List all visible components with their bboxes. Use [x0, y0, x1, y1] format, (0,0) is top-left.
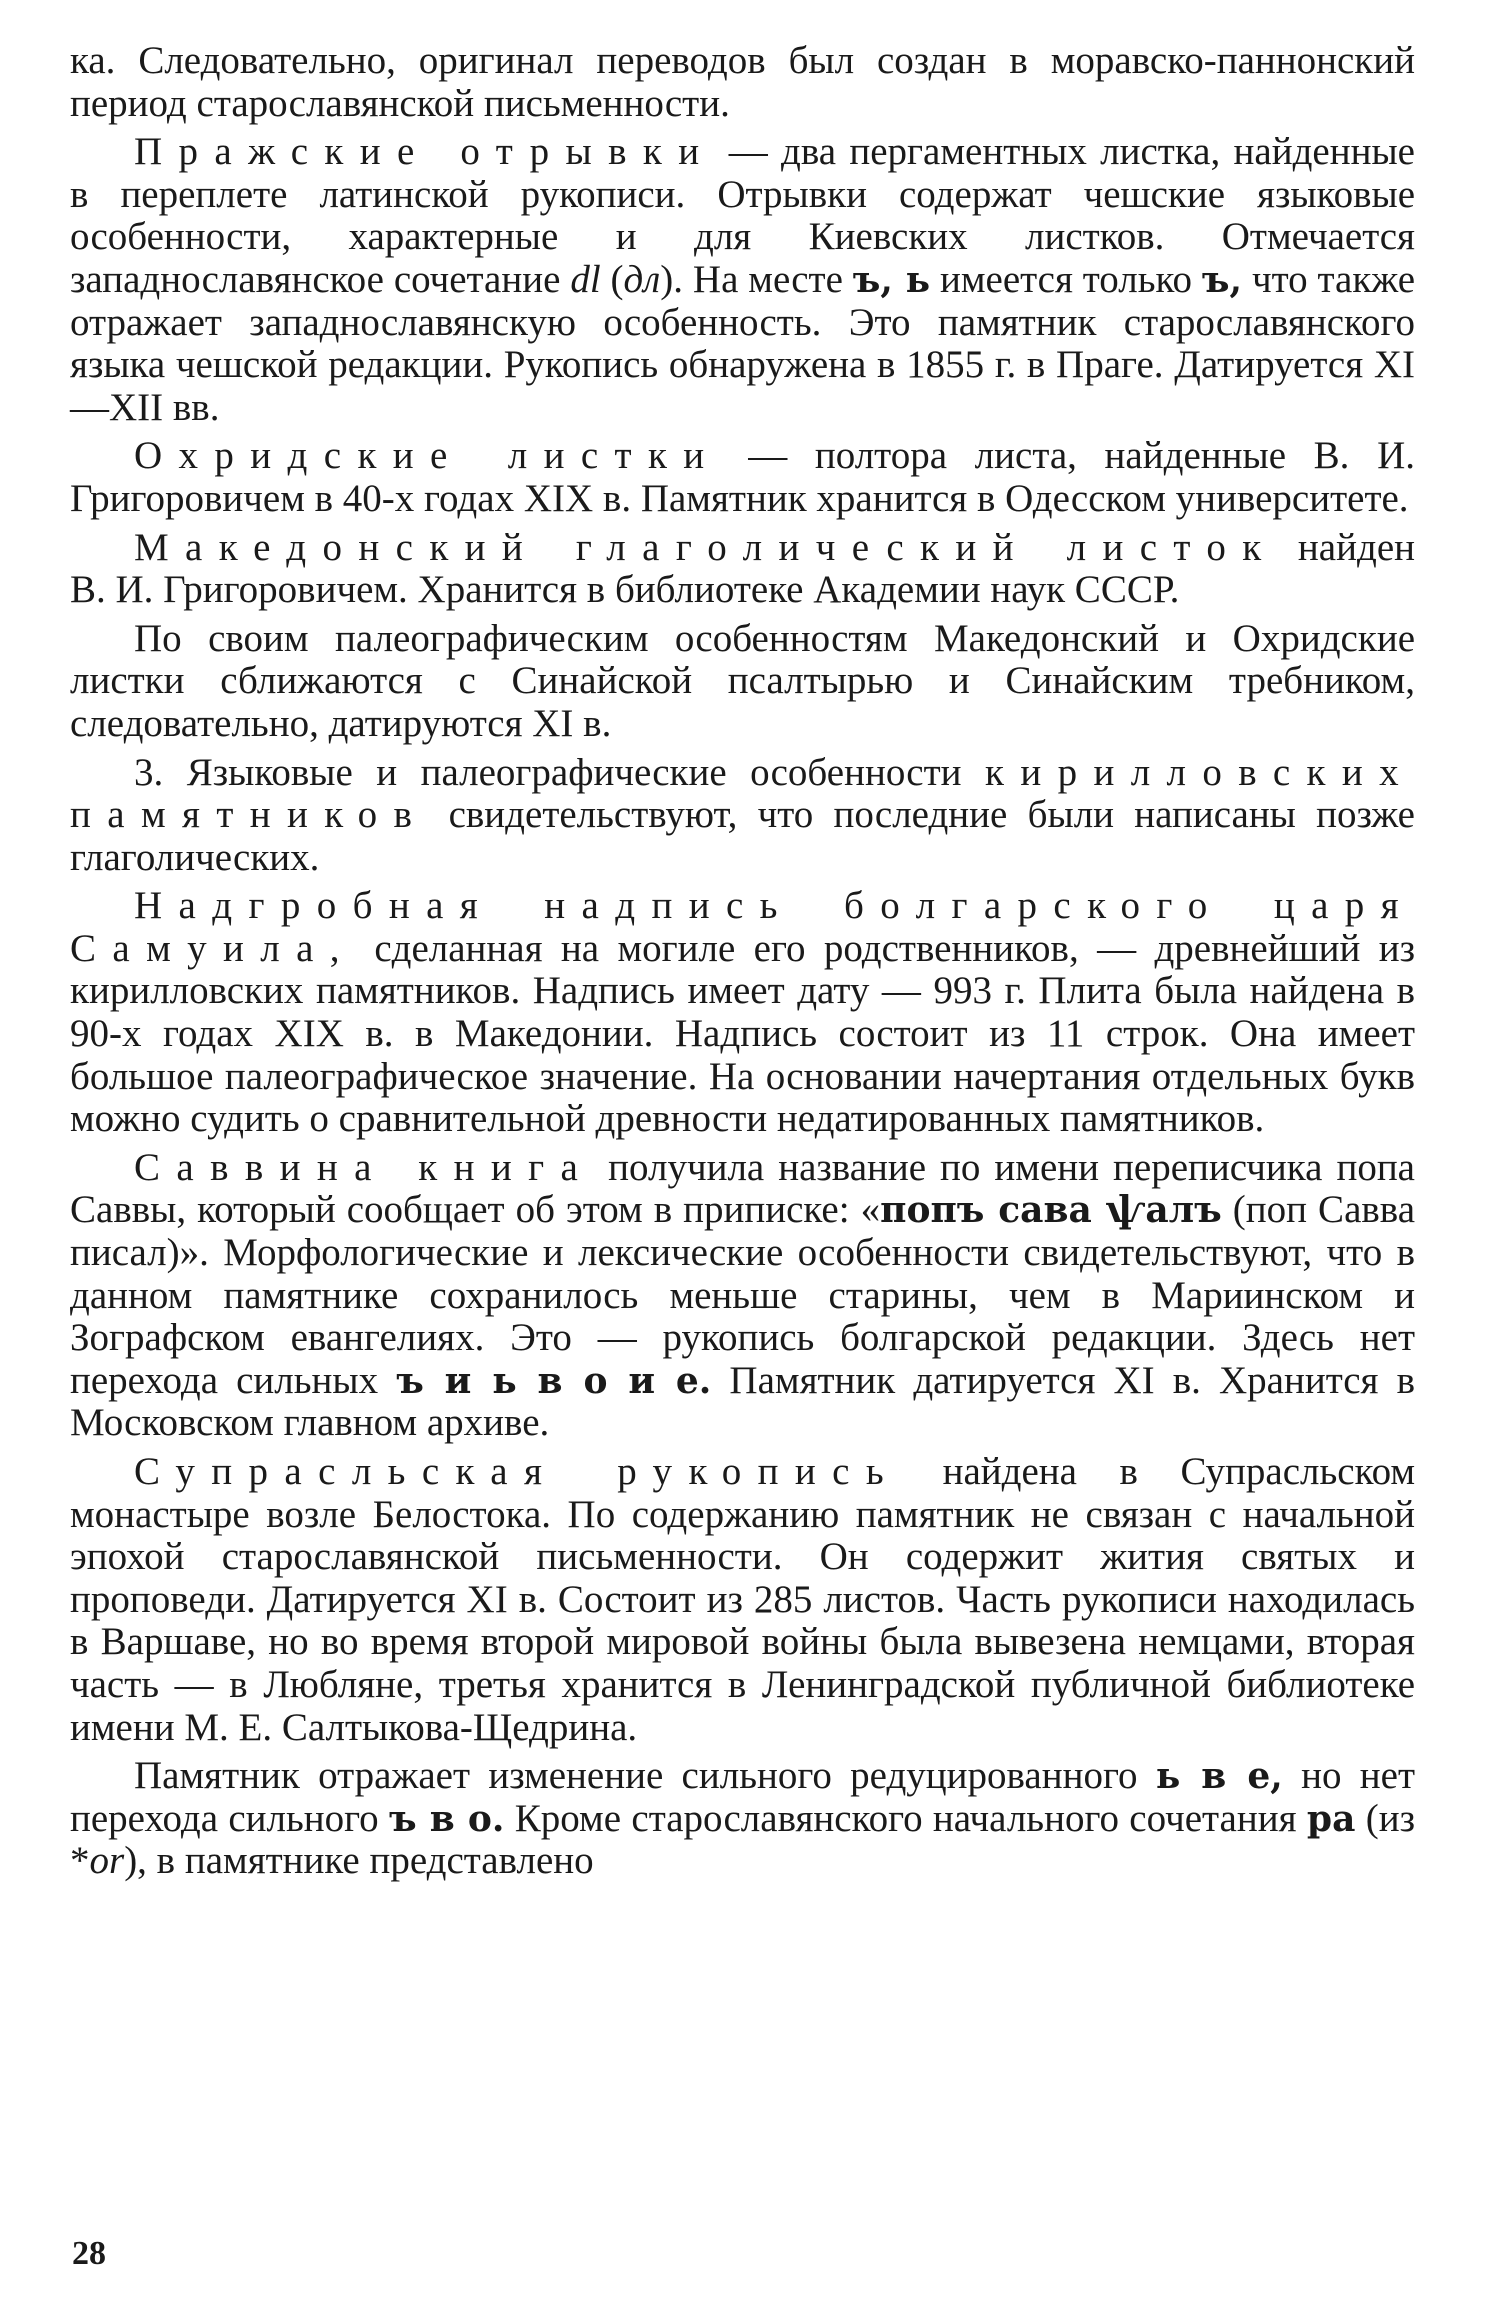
italic-dl-cyrillic: дл: [623, 257, 661, 301]
text-run: сделанная на могиле его родственников, — древнейший из кирилловских памятников. Надпись имеет дату — 993 г. Плита была найдена в 90-х годах XIX в. в Македонии. Надпись состоит из 11 строк. Она имеет большое палеографическое значение. На основании начертания отдельных букв можно судить о сравнительной древности недатированных памятников.: [70, 926, 1415, 1141]
paragraph-savvina-kniga: [70, 1147, 1415, 1445]
text-run: найдена в Супрасльском монастыре возле Белостока. По содержанию памятник не связан с начальной эпохой старославянской письменности. Он содержит жития святых и проповеди. Датируется XI в. Состоит из 285 листов. Часть рукописи находилась в Варшаве, но во время второй мировой войны была вывезена немцами, вторая часть — в Любляне, третья хранится в Ленинградской публичной библиотеке имени М. Е. Салтыкова-Щедрина.: [70, 1450, 1416, 1749]
term-ohrid-leaves: Охридские листки: [134, 434, 721, 478]
text-run: ), в памятнике представлено: [124, 1839, 594, 1883]
paragraph-suprasl-manuscript: [70, 1451, 1415, 1749]
text-run: — полтора листа, найденные В. И. Григоровичем в 40-х годах XIX в. Памятник хранится в Одесском университете.: [70, 434, 1415, 520]
old-slavonic-ra: ра: [1306, 1797, 1356, 1840]
paragraph-prague-fragments: [70, 131, 1415, 429]
text-run: ка. Следовательно, оригинал переводов был создан в моравско-паннонский период старославянской письменности.: [70, 39, 1415, 125]
text-run: По своим палеографическим особенностям Македонский и Охридские листки сближаются с Синайской псалтырью и Синайским требником, следовательно, датируются XI в.: [70, 616, 1415, 745]
text-run: (: [600, 257, 624, 301]
term-suprasl-manuscript: Супрасльская рукопись: [134, 1450, 901, 1493]
old-slavonic-quote: попъ сава ѱалъ: [880, 1189, 1222, 1232]
term-prague-fragments: Пражские отрывки: [134, 130, 716, 174]
text-run: но нет перехода сильного: [70, 1754, 1416, 1840]
paragraph-macedonian-leaf: [70, 527, 1415, 612]
paragraph-samuel-inscription: [70, 885, 1415, 1141]
paragraph-paleography: [70, 618, 1415, 746]
old-slavonic-letters: ъ в о.: [389, 1797, 505, 1840]
paragraph-section-3: [70, 752, 1415, 880]
text-run: найден В. И. Григоровичем. Хранится в библиотеке Академии наук СССР.: [70, 525, 1416, 612]
text-run: получила название по имени переписчика попа Саввы, который сообщает об этом в приписке: «: [70, 1145, 1415, 1232]
text-run: — два пергаментных листка, найденные в переплете латинской рукописи. Отрывки содержат чешские языковые особенности, характерные и для Киевских листков. Отмечается западнославянское сочетание: [70, 130, 1415, 301]
old-slavonic-letters: ъ и ь в о и е.: [396, 1359, 712, 1402]
italic-dl-latin: dl: [570, 257, 601, 301]
text-run: 3. Языковые и палеографические особенности: [134, 750, 985, 794]
text-run: Кроме старославянского начального сочетания: [504, 1796, 1307, 1840]
term-cyrillic-monuments: кирилловских памятников: [70, 750, 1415, 837]
italic-or: or: [89, 1839, 125, 1883]
text-run: Памятник датируется XI в. Хранится в Московском главном архиве.: [70, 1358, 1415, 1445]
paragraph-continuation: [70, 40, 1415, 125]
text-run: имеется только: [930, 257, 1202, 301]
term-samuel-inscription: Надгробная надпись болгарского царя Самуила,: [70, 884, 1415, 970]
text-run: ). На месте: [660, 257, 853, 301]
paragraph-reduced-vowels: [70, 1755, 1415, 1883]
page-body: [70, 40, 1415, 1889]
text-run: что также отражает западнославянскую особенность. Это памятник старославянского языка чешской редакции. Рукопись обнаружена в 1855 г. в Праге. Датируется XI—XII вв.: [70, 257, 1416, 429]
old-slavonic-yer-letter: ъ,: [1201, 258, 1243, 301]
term-savvina-kniga: Саввина книга: [134, 1145, 595, 1189]
page-number: 28: [72, 2235, 106, 2272]
paragraph-ohrid-leaves: [70, 435, 1415, 520]
old-slavonic-yer-letters: ъ, ь: [852, 258, 931, 301]
text-run: (поп Савва писал)». Морфологические и лексические особенности свидетельствуют, что в данном памятнике сохранилось меньше старины, чем в Мариинском и Зографском евангелиях. Это — рукопись болгарской редакции. Здесь нет перехода сильных: [70, 1188, 1415, 1402]
text-run: свидетельствуют, что последние были написаны позже глаголических.: [70, 793, 1415, 879]
term-macedonian-leaf: Македонский глаголический листок: [134, 525, 1278, 569]
text-run: (из *: [70, 1796, 1415, 1883]
text-run: Памятник отражает изменение сильного редуцированного: [134, 1754, 1156, 1798]
old-slavonic-letters: ь в е,: [1155, 1755, 1283, 1798]
